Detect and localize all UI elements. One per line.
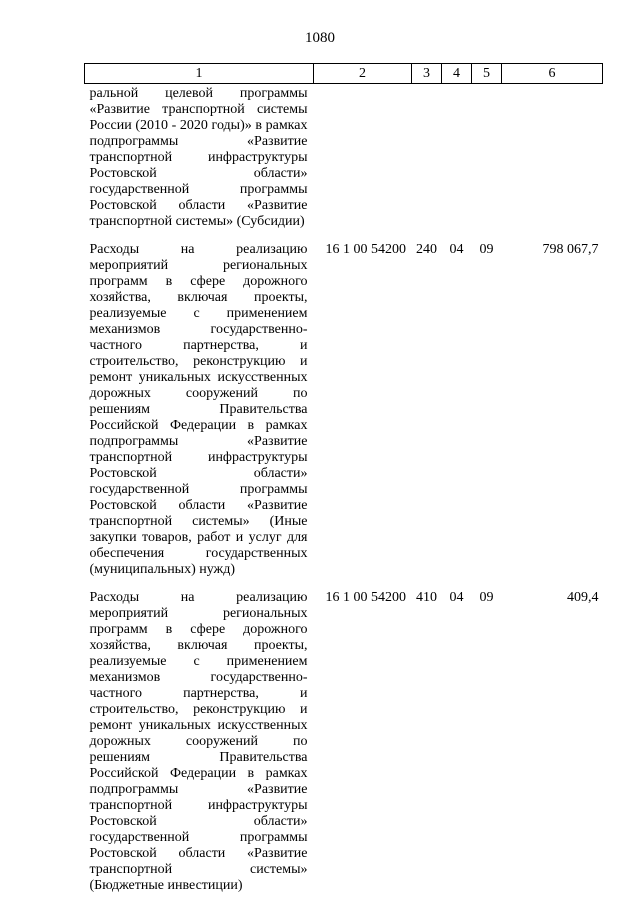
- row-description: Расходы на реализацию мероприятий региональных программ в сфере дорожного хозяйства, включая проекты, реализуемые с применением механизмов государственно-частного партнерства, и строительство, реконструкцию и ремонт уникальных искусственных дорожных сооружений по решениям Правительства Российской Федерации в рамках подпрограммы «Развитие транспортной инфраструктуры Ростовской области» государственной программы Ростовской области «Развитие транспортной системы» (Иные закупки товаров, работ и услуг для обеспечения государственных (муниципальных) нужд): [89, 242, 308, 577]
- row-section: 04: [449, 590, 464, 605]
- row-expense-type: 240: [416, 242, 437, 257]
- header-col-2: 2: [314, 64, 412, 84]
- row-description: ральной целевой программы «Развитие транспортной системы России (2010 - 2020 годы)» в рамках подпрограммы «Развитие транспортной инфраструктуры Ростовской области» государственной программы Ростовской области «Развитие транспортной системы» (Субсидии): [89, 86, 308, 229]
- row-section: [442, 84, 472, 240]
- row-subsection: 09: [479, 590, 494, 605]
- row-amount: [502, 84, 603, 240]
- row-expense-type: [412, 84, 442, 240]
- row-target-code: [314, 84, 412, 240]
- budget-table: [84, 63, 603, 903]
- header-row: [85, 64, 603, 84]
- page-number: 1080: [305, 30, 335, 46]
- row-target-code: 16 1 00 54200: [325, 590, 406, 605]
- table-body: [85, 84, 603, 904]
- row-subsection: [472, 84, 502, 240]
- header-col-6: 6: [502, 64, 603, 84]
- row-target-code: 16 1 00 54200: [325, 242, 406, 257]
- header-col-5: 5: [472, 64, 502, 84]
- table-row: [85, 239, 603, 587]
- row-expense-type: 410: [416, 590, 437, 605]
- row-amount: 798 067,7: [542, 242, 599, 257]
- header-col-3: 3: [412, 64, 442, 84]
- header-col-4: 4: [442, 64, 472, 84]
- table-header: [85, 64, 603, 84]
- row-subsection: 09: [479, 242, 494, 257]
- table-row: [85, 84, 603, 240]
- row-section: 04: [449, 242, 464, 257]
- header-col-1: 1: [85, 64, 314, 84]
- row-description: Расходы на реализацию мероприятий региональных программ в сфере дорожного хозяйства, включая проекты, реализуемые с применением механизмов государственно-частного партнерства, и строительство, реконструкцию и ремонт уникальных искусственных дорожных сооружений по решениям Правительства Российской Федерации в рамках подпрограммы «Развитие транспортной инфраструктуры Ростовской области» государственной программы Ростовской области «Развитие транспортной системы» (Бюджетные инвестиции): [89, 590, 308, 893]
- row-amount: 409,4: [567, 590, 599, 605]
- table-row: [85, 587, 603, 903]
